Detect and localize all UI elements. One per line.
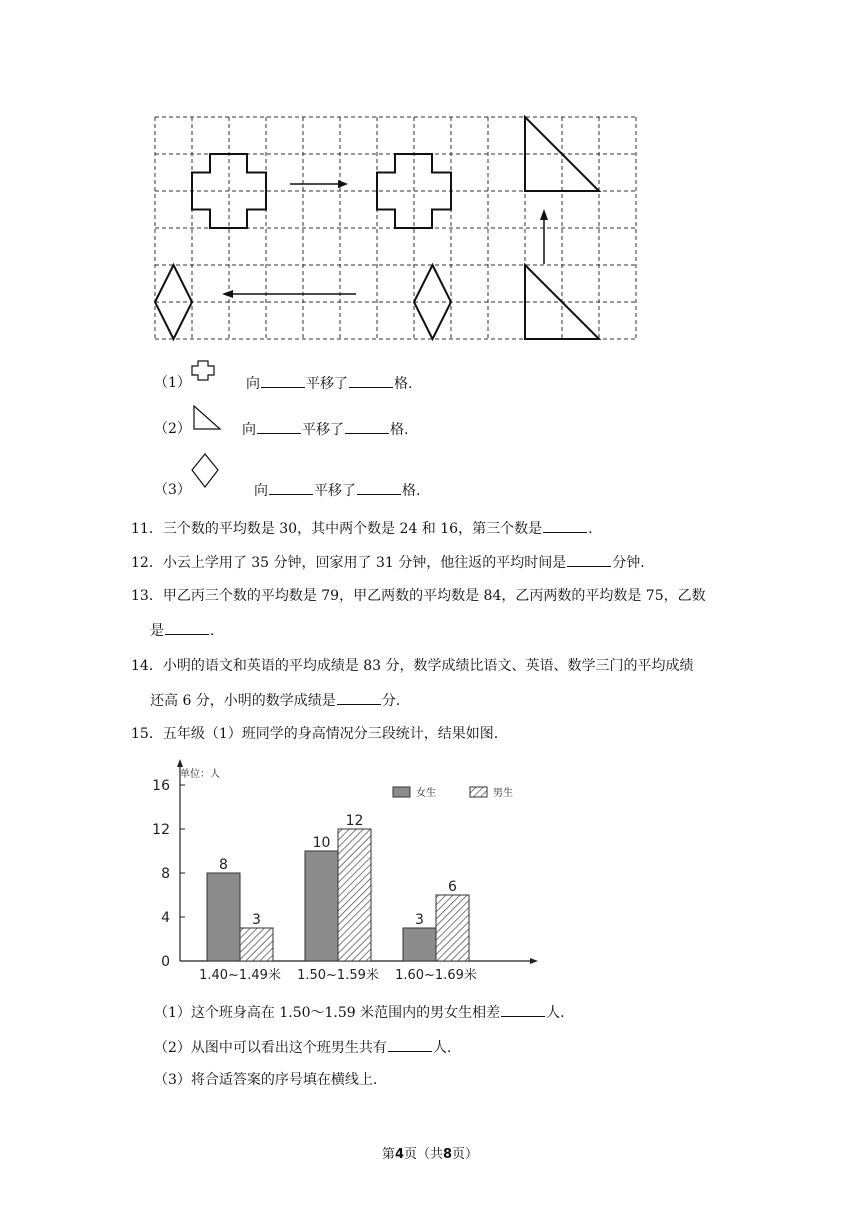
answer-blank[interactable] [337,690,381,705]
bar-girls-3 [403,928,436,961]
page-footer: 第4页（共8页） [381,1147,479,1162]
question-15-sub-1: （1）这个班身高在 1.50～1.59 米范围内的男女生相差 人. [154,1002,565,1023]
legend-swatch-boys [470,787,487,797]
bar-value-label: 12 [345,813,364,829]
legend-label-boys: 男生 [493,788,513,799]
q10-item-3 [154,480,191,500]
cross-icon [188,360,218,390]
answer-blank[interactable] [261,373,305,388]
question-13-line2: 是 . [150,620,214,641]
y-tick-label: 0 [161,954,170,970]
answer-blank[interactable] [567,552,611,567]
bar-boys-2 [338,829,371,961]
y-tick-label: 4 [161,910,170,926]
question-15-sub-2: （2）从图中可以看出这个班男生共有 人. [154,1037,451,1058]
bar-value-label: 3 [252,912,261,928]
x-axis-arrow [530,958,538,964]
translation-grid-figure [0,0,860,360]
q10-item-2-text: 向 平移了 格. [242,419,408,440]
item-number: （2） [154,421,191,437]
answer-blank[interactable] [543,518,587,533]
y-tick-label: 16 [152,778,170,794]
bar-value-label: 10 [312,835,331,851]
question-11: 11．三个数的平均数是 30，其中两个数是 24 和 16，第三个数是 . [131,518,593,539]
bar-value-label: 6 [448,879,457,895]
answer-blank[interactable] [388,1037,432,1052]
arrow-left-icon [222,290,356,298]
q10-item-1-text: 向 平移了 格. [246,373,412,394]
arrow-right-icon [290,180,348,188]
question-14: 14．小明的语文和英语的平均成绩是 83 分，数学成绩比语文、英语、数学三门的平均成绩 [131,658,694,674]
answer-blank[interactable] [357,480,401,495]
answer-blank[interactable] [349,373,393,388]
y-tick-label: 12 [152,822,170,838]
q10-item-3-text: 向 平移了 格. [254,480,420,501]
y-tick-label: 8 [161,866,170,882]
bar-boys-3 [436,895,469,961]
bar-girls-2 [305,851,338,961]
height-bar-chart [140,755,560,995]
question-13: 13．甲乙丙三个数的平均数是 79，甲乙两数的平均数是 84，乙丙两数的平均数是 75，乙数 [131,588,706,604]
answer-blank[interactable] [165,620,209,635]
question-15: 15．五年级（1）班同学的身高情况分三段统计，结果如图. [131,726,499,742]
triangle-icon [192,403,226,433]
arrow-up-icon [540,209,548,264]
legend-swatch-girls [393,787,410,797]
bar-girls-1 [207,873,240,961]
question-12: 12．小云上学用了 35 分钟，回家用了 31 分钟，他往返的平均时间是 分钟. [131,552,645,573]
diamond-icon [188,452,222,492]
q10-item-1 [154,373,191,393]
page-number: 4 [394,1147,404,1162]
item-number: （1） [154,375,191,391]
bar-value-label: 3 [415,912,424,928]
answer-blank[interactable] [345,419,389,434]
x-category-label: 1.40~1.49米 [199,968,281,983]
item-number: （3） [154,482,191,498]
answer-blank[interactable] [257,419,301,434]
x-category-label: 1.50~1.59米 [297,968,379,983]
unit-label: 单位：人 [180,769,220,780]
answer-blank[interactable] [501,1002,545,1017]
page-total: 8 [443,1147,453,1162]
question-14-line2: 还高 6 分，小明的数学成绩是 分. [150,690,400,711]
bar-value-label: 8 [219,857,228,873]
question-15-sub-3: （3）将合适答案的序号填在横线上. [154,1072,378,1088]
bar-boys-1 [240,928,273,961]
answer-blank[interactable] [269,480,313,495]
y-axis-arrow [177,759,183,767]
legend-label-girls: 女生 [416,788,436,799]
q10-item-2 [154,419,191,439]
legend [393,786,513,799]
x-category-label: 1.60~1.69米 [395,968,477,983]
